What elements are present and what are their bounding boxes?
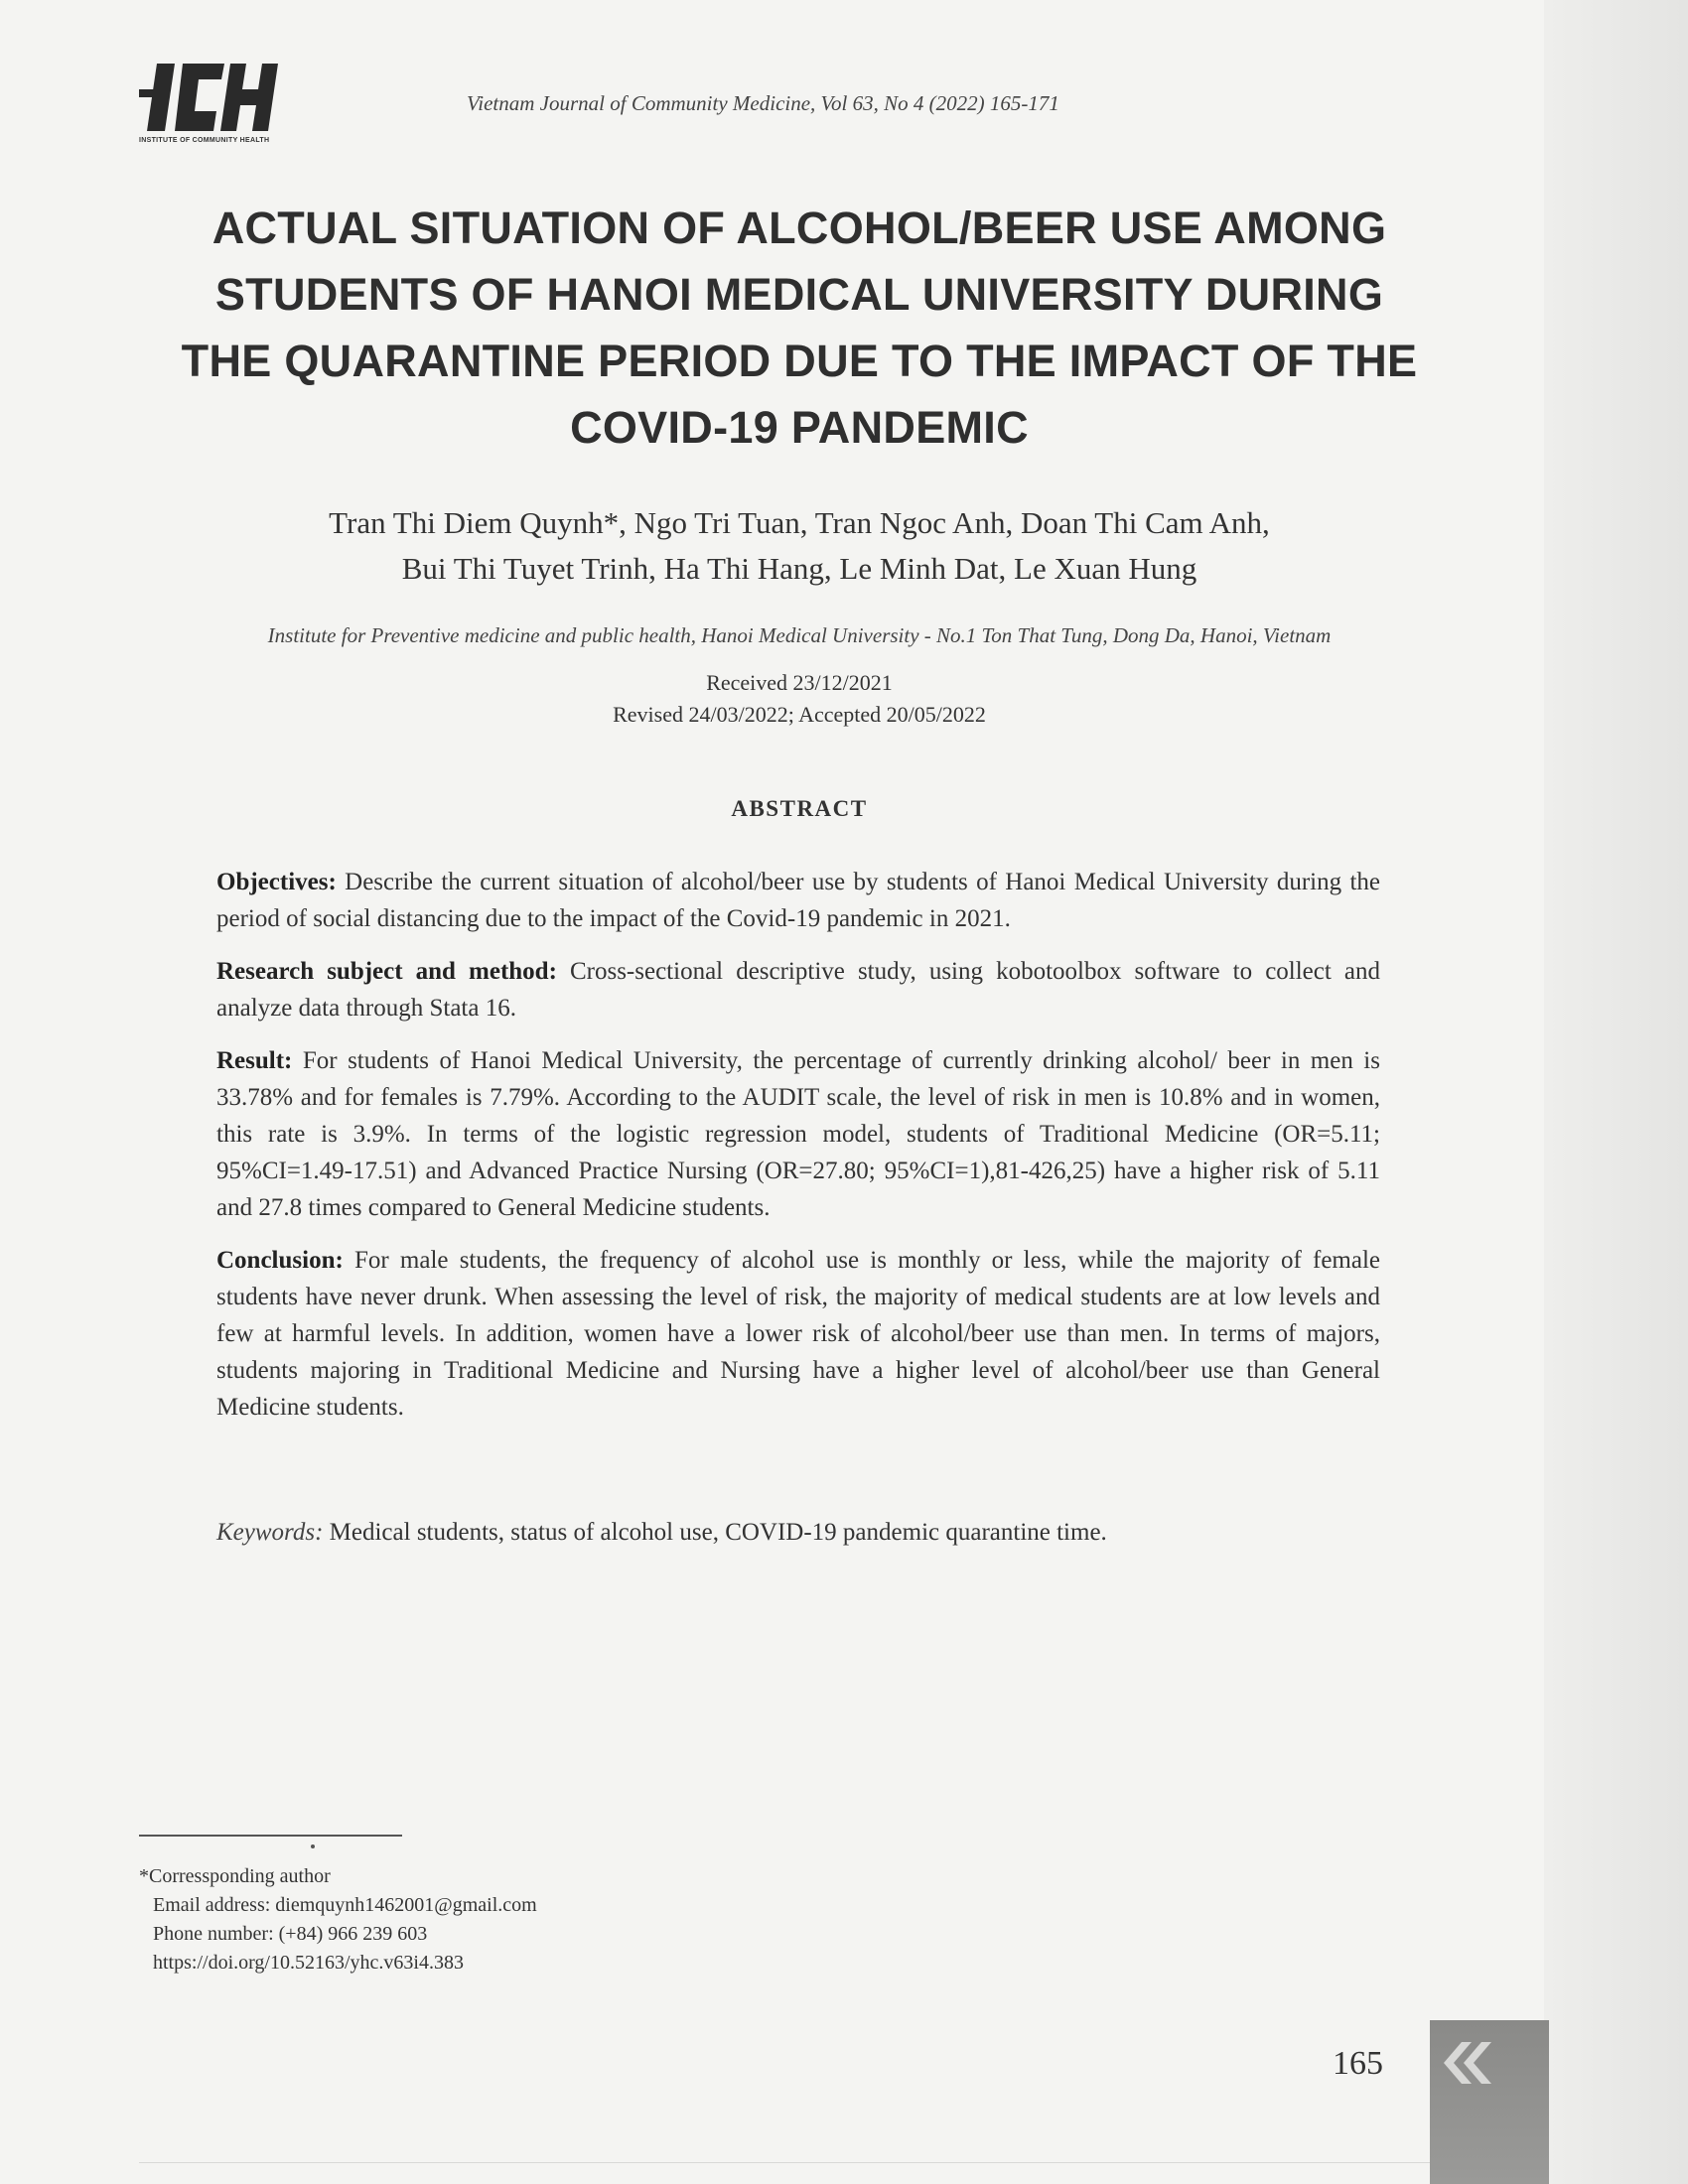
- authors-line: Tran Thi Diem Quynh*, Ngo Tri Tuan, Tran Ngoc Anh, Doan Thi Cam Anh,: [329, 505, 1270, 540]
- journal-logo: [139, 60, 298, 149]
- affiliation: Institute for Preventive medicine and public health, Hanoi Medical University - No.1 Ton That Tung, Dong Da, Hanoi, Vietnam: [267, 623, 1332, 647]
- abstract-result: [216, 1042, 1380, 1226]
- conclusion-text: For male students, the frequency of alcohol use is monthly or less, while the majority of female students have never drunk. When assessing the level of risk, the majority of medical students are at low levels and few at harmful levels. In addition, women have a lower risk of alcohol/beer use than men. In terms of majors, students majoring in Traditional Medicine and Nursing have a higher level of alcohol/beer use than General Medicine students.: [216, 1247, 1380, 1421]
- title-line: THE QUARANTINE PERIOD DUE TO THE IMPACT OF THE: [181, 336, 1418, 386]
- footnote: [139, 1862, 834, 1978]
- title-line: STUDENTS OF HANOI MEDICAL UNIVERSITY DURING: [214, 269, 1384, 320]
- keywords: [216, 1519, 1380, 1547]
- page-number: 165: [1333, 2045, 1383, 2082]
- revised-accepted-date: Revised 24/03/2022; Accepted 20/05/2022: [613, 702, 986, 727]
- authors-line: Bui Thi Tuyet Trinh, Ha Thi Hang, Le Minh Dat, Le Xuan Hung: [401, 551, 1197, 586]
- result-label: Result:: [216, 1047, 293, 1074]
- abstract-method: [216, 953, 1380, 1026]
- doi-link[interactable]: https://doi.org/10.52163/yhc.v63i4.383: [153, 1952, 464, 1974]
- article-dates: [179, 667, 1420, 731]
- footnote-mark: [311, 1844, 315, 1848]
- abstract-heading: ABSTRACT: [731, 796, 868, 821]
- title-line: COVID-19 PANDEMIC: [570, 402, 1029, 453]
- footnote-divider: [139, 1835, 402, 1837]
- author-list: [179, 500, 1420, 592]
- method-label: Research subject and method:: [216, 958, 557, 985]
- conclusion-label: Conclusion:: [216, 1247, 344, 1274]
- author-phone: Phone number: (+84) 966 239 603: [153, 1923, 428, 1945]
- objectives-label: Objectives:: [216, 869, 337, 895]
- keywords-text: Medical students, status of alcohol use, COVID-19 pandemic quarantine time.: [323, 1519, 1107, 1546]
- corresponding-author-note: *Corressponding author: [139, 1865, 331, 1887]
- author-email: Email address: diemquynh1462001@gmail.com: [153, 1894, 537, 1916]
- objectives-text: Describe the current situation of alcohol/beer use by students of Hanoi Medical University during the period of social distancing due to the impact of the Covid-19 pandemic in 2021.: [216, 869, 1380, 932]
- method-text: Cross-sectional descriptive study, using kobotoolbox software to collect and analyze data through Stata 16.: [216, 958, 1380, 1022]
- bottom-edge-line: [139, 2162, 1430, 2163]
- page-edge-shade: [1544, 0, 1688, 2184]
- double-chevron-left-icon: [1436, 2038, 1495, 2088]
- keywords-label: Keywords:: [216, 1519, 324, 1546]
- abstract-objectives: [216, 864, 1380, 937]
- title-line: ACTUAL SITUATION OF ALCOHOL/BEER USE AMONG: [211, 203, 1387, 253]
- abstract-conclusion: [216, 1242, 1380, 1426]
- received-date: Received 23/12/2021: [706, 670, 893, 695]
- page-corner-tab: [1430, 2020, 1549, 2184]
- abstract-body: [216, 864, 1380, 1441]
- running-head: Vietnam Journal of Community Medicine, Vol 63, No 4 (2022) 165-171: [467, 91, 1059, 115]
- result-text: For students of Hanoi Medical University, the percentage of currently drinking alcohol/ beer in men is 33.78% and for females is 7.79%. According to the AUDIT scale, the level of risk in men is 10.8% and in women, this rate is 3.9%. In terms of the logistic regression model, students of Traditional Medicine (OR=5.11; 95%CI=1.49-17.51) and Advanced Practice Nursing (OR=27.80; 95%CI=1),81-426,25) have a higher risk of 5.11 and 27.8 times compared to General Medicine students.: [216, 1047, 1380, 1221]
- logo-caption: INSTITUTE OF COMMUNITY HEALTH: [139, 137, 270, 144]
- article-title: [179, 195, 1420, 461]
